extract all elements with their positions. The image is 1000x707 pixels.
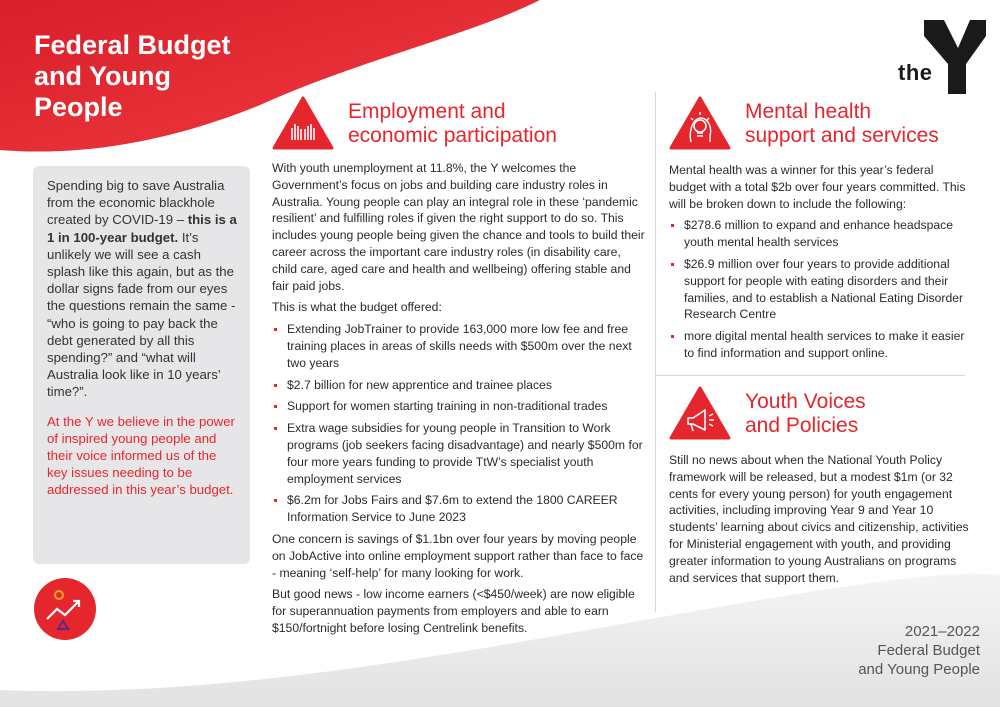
employment-heading (272, 96, 652, 156)
mental-section (669, 162, 969, 367)
list-item: $278.6 million to expand and enhance headspace youth mental health services (669, 217, 969, 251)
lightbulb-head-icon (669, 96, 731, 150)
youth-section (669, 452, 969, 591)
mental-title-line: Mental health (745, 100, 872, 123)
list-item: $2.7 billion for new apprentice and trainee places (272, 377, 646, 394)
mental-title-line: support and services (745, 124, 939, 147)
sidebar-intro-bold: this is a 1 in 100-year budget. (47, 212, 237, 245)
mental-intro: Mental health was a winner for this year’s federal budget with a total $2b over four years committed. This will be broken down to include the following: (669, 163, 966, 211)
sidebar-intro-rest: It’s unlikely we will see a cash splash like this again, but as the dollar signs fade from our eyes the questions remain the same - “who is going to pay back the debt generated by all this spending?” and “what will Australia look like in 10 years’ time?”. (47, 229, 236, 400)
list-item: Extra wage subsidies for young people in Transition to Work programs (job seekers facing disadvantage) and nearly $500m for four more years funding to provide TtW’s specialist youth employment services (272, 420, 646, 487)
hero-title-line: People (34, 92, 123, 122)
footer-line: and Young People (858, 661, 980, 678)
list-item: Support for women starting training in non-traditional trades (272, 398, 646, 415)
list-item: $26.9 million over four years to provide additional support for people with eating disorders and their families, and to establish a National Eating Disorder Research Centre (669, 256, 969, 323)
section-divider (655, 375, 965, 376)
footer-title (780, 622, 980, 679)
mental-heading (669, 96, 979, 156)
hero-title-line: and Young (34, 61, 171, 91)
employment-lead: This is what the budget offered: (272, 300, 442, 315)
employment-title-line: Employment and (348, 100, 506, 123)
sidebar-intro-plain: Spending big to save Australia from the economic blackhole created by COVID-19 – (47, 178, 225, 228)
mental-bullets (669, 217, 969, 361)
hero-title (34, 30, 274, 123)
sidebar-intro (47, 177, 238, 401)
the-y-logo (896, 14, 986, 94)
list-item: Extending JobTrainer to provide 163,000 more low fee and free training places in areas of skills needs with $500m over the next two years (272, 321, 646, 371)
megaphone-icon (669, 386, 731, 440)
list-item: $6.2m for Jobs Fairs and $7.6m to extend the 1800 CAREER Information Service to June 2023 (272, 492, 646, 526)
youth-body: Still no news about when the National Youth Policy framework will be released, but a modest $1m (or 32 cents for every young person) for youth engagement activities, including improving Year 9 and Year 10 students’ learning about civics and citizenship, activities for Ministerial engagement with youth, and providing greater information to young Australians on programs and services that support them. (669, 453, 969, 585)
footer-line: Federal Budget (877, 642, 980, 659)
hero-title-line: Federal Budget (34, 30, 231, 60)
employment-intro: With youth unemployment at 11.8%, the Y welcomes the Government’s focus on jobs and building care industry roles in Australia. Young people can play an integral role in these ‘pandemic resilient’ and fulfilling roles if given the right support to do so. This includes young people being given the chance and tools to build their career across the important care industry roles (in disability care, child care, aged care and health and wellbeing) offering stable and fair paid jobs. (272, 161, 645, 293)
logo-text: the (898, 60, 933, 85)
footer-line: 2021–2022 (904, 623, 980, 640)
employment-concern: One concern is savings of $1.1bn over four years by moving people on JobActive into online employment support rather than face to face - meaning ‘self-help’ for many looking for work. (272, 531, 644, 580)
mental-title (745, 100, 939, 148)
growth-arrow-icon (33, 577, 97, 641)
sidebar-highlight: At the Y we believe in the power of inspired young people and their voice informed us of the key issues needing to be addressed in this year’s budget. (47, 413, 235, 498)
youth-heading (669, 386, 979, 446)
youth-title (745, 390, 866, 438)
sidebar-panel (33, 166, 250, 564)
column-divider (655, 92, 656, 612)
youth-title-line: and Policies (745, 414, 859, 437)
youth-title-line: Youth Voices (745, 390, 866, 413)
employment-good-news: But good news - low income earners (<$450/week) are now eligible for superannuation payments from employers and able to earn $150/fortnight before losing Centrelink benefits. (272, 587, 635, 635)
list-item: more digital mental health services to make it easier to find information and support online. (669, 328, 969, 362)
raised-hands-icon (272, 96, 334, 150)
employment-title (348, 100, 557, 148)
employment-section (272, 160, 646, 642)
employment-title-line: economic participation (348, 124, 557, 147)
employment-bullets (272, 321, 646, 526)
